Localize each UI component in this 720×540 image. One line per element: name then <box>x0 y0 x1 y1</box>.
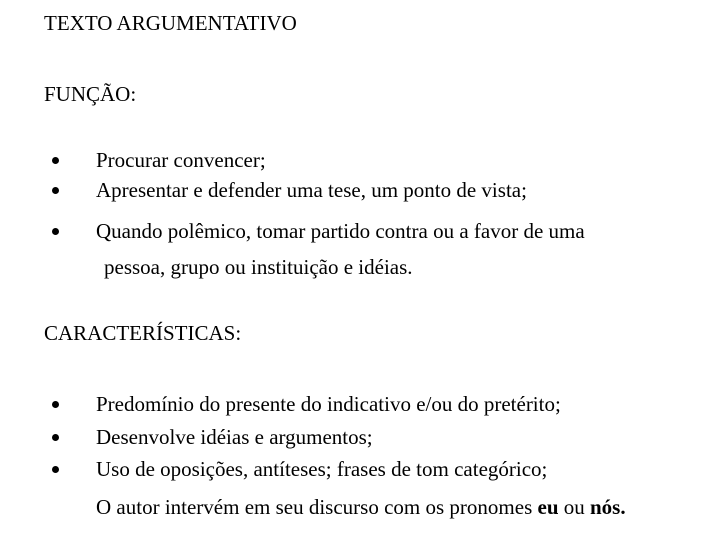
bullet-icon <box>52 401 59 408</box>
caracteristicas-item: Desenvolve idéias e argumentos; <box>96 425 373 449</box>
document-title: TEXTO ARGUMENTATIVO <box>44 11 297 35</box>
bullet-icon <box>52 157 59 164</box>
caracteristicas-item: Predomínio do presente do indicativo e/ou do pretérito; <box>96 392 561 416</box>
funcao-item: Procurar convencer; <box>96 148 266 172</box>
last-line-connector: ou <box>558 495 590 519</box>
bullet-icon <box>52 434 59 441</box>
bullet-icon <box>52 228 59 235</box>
caracteristicas-last-line <box>96 497 626 518</box>
funcao-item-continuation: pessoa, grupo ou instituição e idéias. <box>104 255 413 279</box>
caracteristicas-heading: CARACTERÍSTICAS: <box>44 321 242 345</box>
funcao-item: Quando polêmico, tomar partido contra ou a favor de uma <box>96 219 585 243</box>
last-line-text: O autor intervém em seu discurso com os pronomes <box>96 495 538 519</box>
bullet-icon <box>52 187 59 194</box>
caracteristicas-item: Uso de oposições, antíteses; frases de tom categórico; <box>96 457 548 481</box>
pronoun-nos: nós. <box>590 495 626 519</box>
funcao-item: Apresentar e defender uma tese, um ponto de vista; <box>96 178 527 202</box>
funcao-heading: FUNÇÃO: <box>44 82 137 106</box>
pronoun-eu: eu <box>537 495 559 519</box>
bullet-icon <box>52 466 59 473</box>
